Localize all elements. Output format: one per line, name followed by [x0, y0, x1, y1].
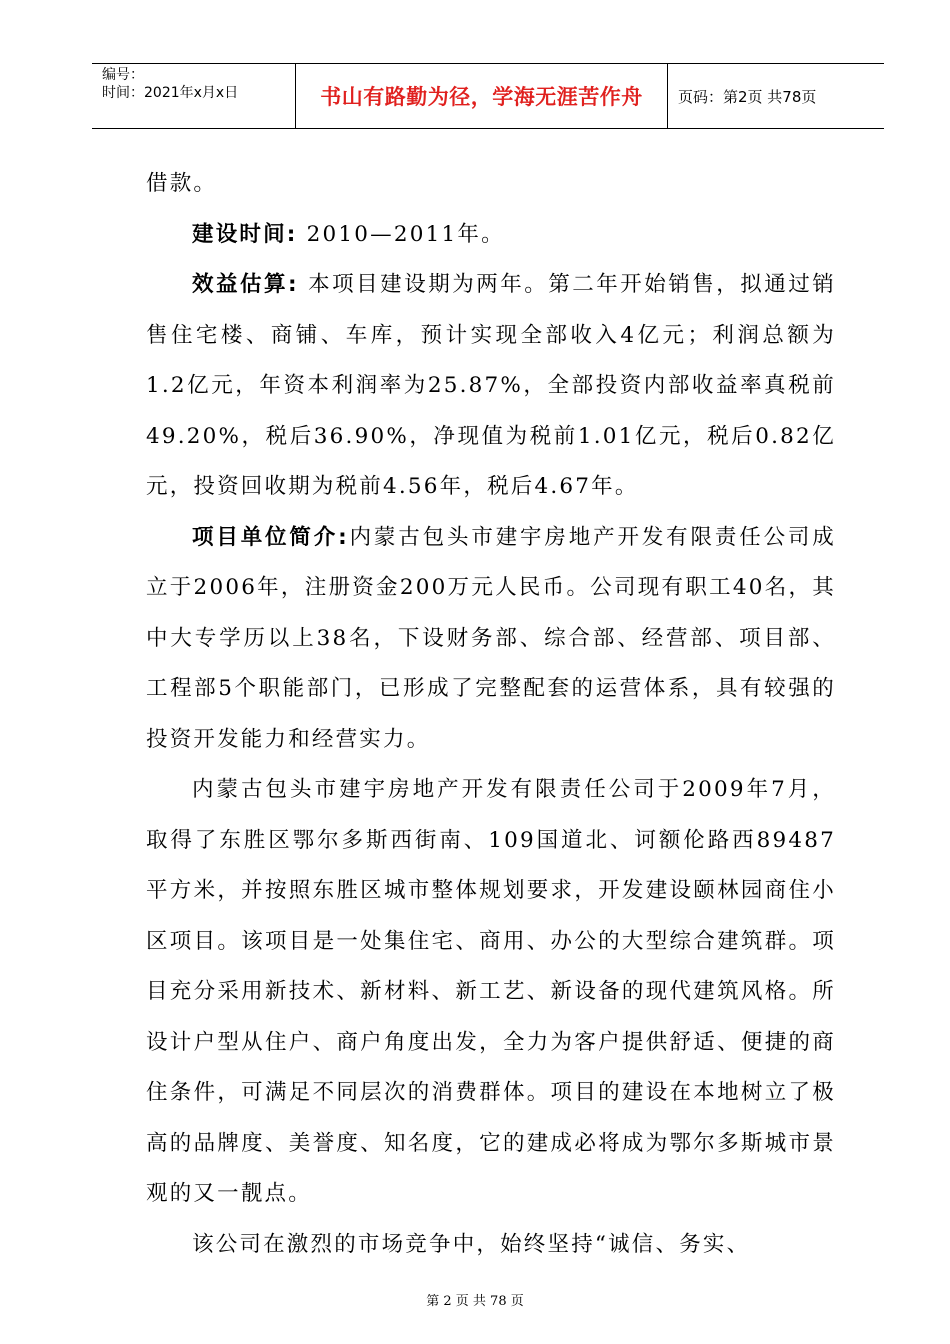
label-construction-time: 建设时间: — [192, 221, 298, 247]
paragraph-company-principle: 该公司在激烈的市场竞争中，始终坚持“诚信、务实、 — [192, 1231, 751, 1257]
paragraph-company-intro: 项目单位简介:内蒙古包头市建宇房地产开发有限责任公司成立于2006年，注册资金200万元人民币。公司现有职工40名，其中大专学历以上38名，下设财务部、综合部、经营部、项目部、工程部5个职能部门，已形成了完整配套的运营体系，具有较强的投资开发能力和经营实力。 — [146, 524, 836, 752]
number-label: 编号： — [102, 67, 144, 83]
header-meta — [92, 64, 296, 128]
header-page-number: 页码：第2页 共78页 — [678, 87, 817, 106]
document-body — [146, 159, 836, 1270]
paragraph-loan: 借款。 — [146, 171, 218, 196]
label-benefit-estimate: 效益估算: — [192, 272, 299, 297]
paragraph-benefit-estimate: 效益估算: 本项目建设期为两年。第二年开始销售，拟通过销售住宅楼、商铺、车库，预计实现全部收入4亿元；利润总额为1.2亿元，年资本利润率为25.87%，全部投资内部收益率真税前49.20%，税后36.90%，净现值为税前1.01亿元，税后0.82亿元，投资回收期为税前4.56年，税后4.67年。 — [146, 272, 836, 499]
page-header — [92, 63, 884, 129]
paragraph-project-desc: 内蒙古包头市建宇房地产开发有限责任公司于2009年7月，取得了东胜区鄂尔多斯西街南、109国道北、诃额伦路西89487平方米，并按照东胜区城市整体规划要求，开发建设颐林园商住小区项目。该项目是一处集住宅、商用、办公的大型综合建筑群。项目充分采用新技术、新材料、新工艺、新设备的现代建筑风格。所设计户型从住户、商户角度出发，全力为客户提供舒适、便捷的商住条件，可满足不同层次的消费群体。项目的建设在本地树立了极高的品牌度、美誉度、知名度，它的建成必将成为鄂尔多斯城市景观的又一靓点。 — [146, 777, 836, 1206]
label-company-intro: 项目单位简介: — [192, 524, 349, 550]
time-label: 时间：2021年x月x日 — [102, 85, 239, 101]
paragraph-construction-time: 建设时间: 2010—2011年。 — [192, 221, 505, 247]
header-motto: 书山有路勤为径，学海无涯苦作舟 — [296, 64, 668, 128]
page-footer: 第 2 页 共 78 页 — [426, 1294, 524, 1309]
